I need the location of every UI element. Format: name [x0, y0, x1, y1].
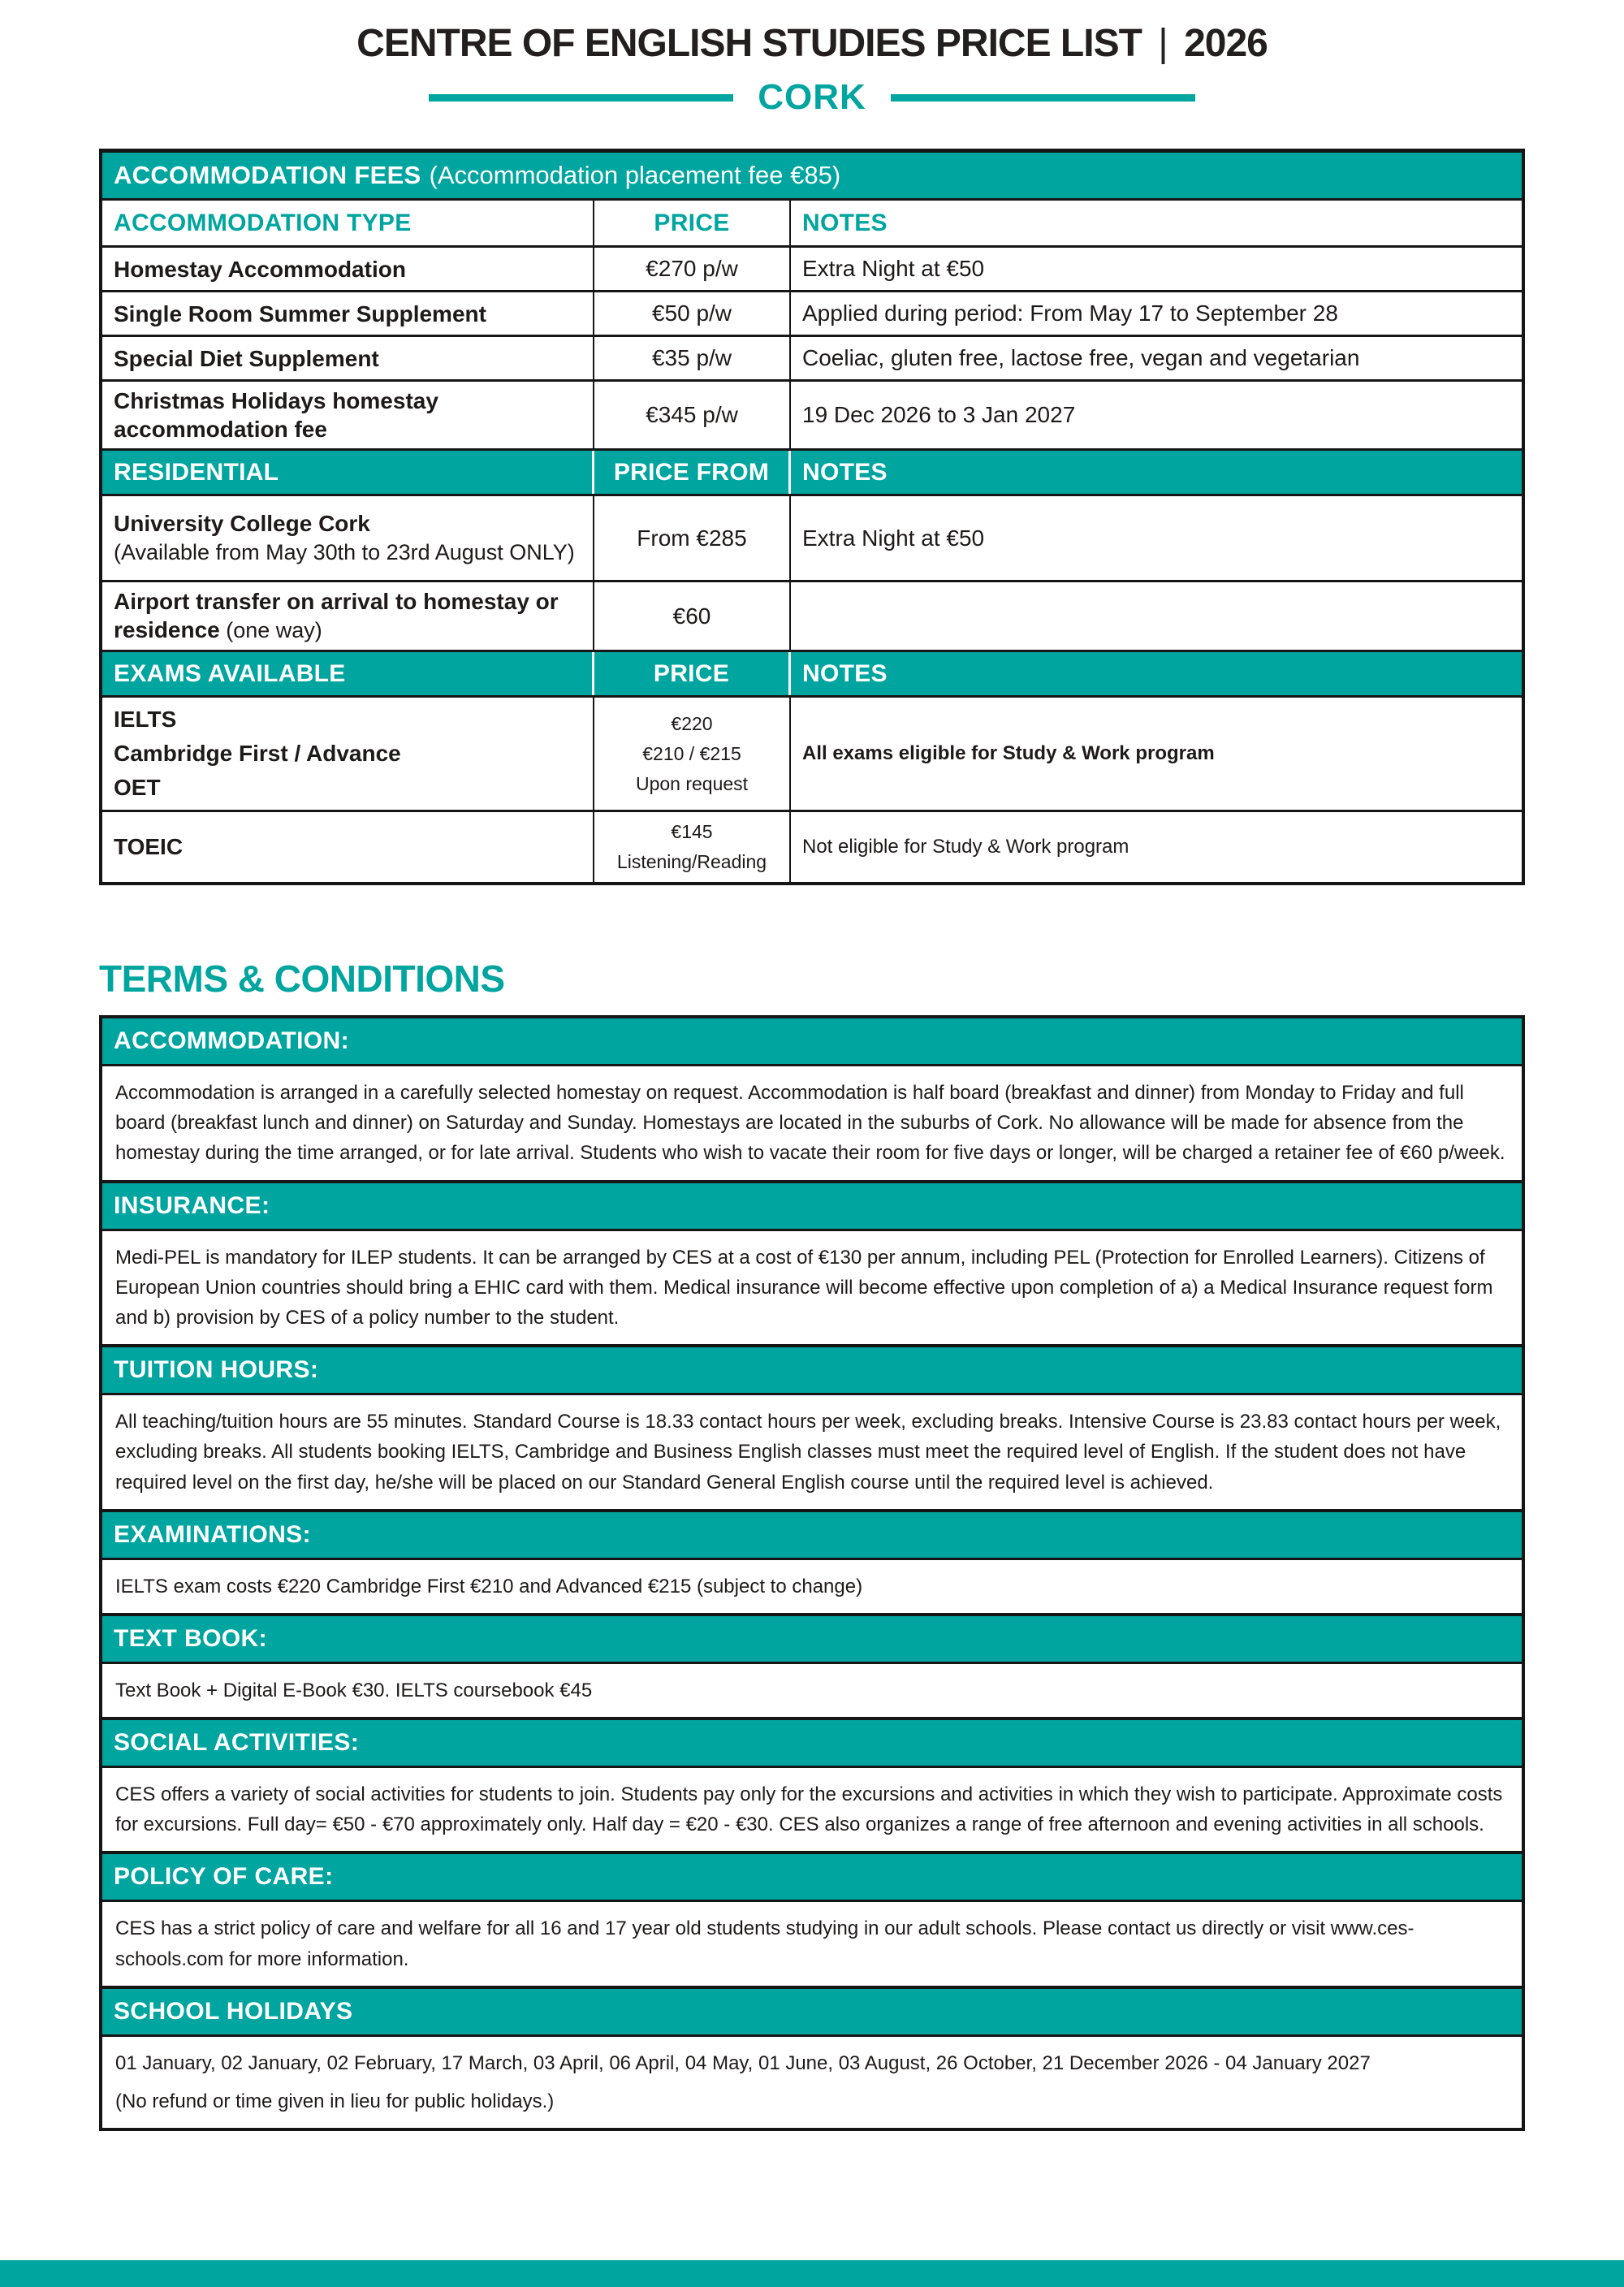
terms-section-title: ACCOMMODATION: — [102, 1018, 1522, 1066]
exam-name: OET — [114, 775, 161, 801]
table-row — [102, 379, 1522, 448]
table-row — [102, 494, 1522, 580]
city-rule-right — [891, 94, 1195, 102]
row-type: University College Cork — [114, 510, 370, 536]
terms-section-insurance — [99, 1180, 1525, 1348]
terms-section-school-holidays — [99, 1986, 1525, 2131]
terms-section-title: SCHOOL HOLIDAYS — [102, 1989, 1522, 2037]
section-column-residential: RESIDENTIAL — [114, 458, 279, 486]
table-row — [102, 580, 1522, 650]
exams-section-header — [102, 650, 1522, 695]
footer-accent-bar — [0, 2260, 1624, 2287]
row-price: From €285 — [637, 525, 747, 551]
terms-section-body: 01 January, 02 January, 02 February, 17 March, 03 April, 06 April, 04 May, 01 June, 03 August, 26 October, 21 December 2026 - 04 January 2027 — [115, 2051, 1371, 2074]
terms-section-examinations — [99, 1509, 1525, 1616]
table-row — [102, 245, 1522, 290]
terms-section-body: All teaching/tuition hours are 55 minutes. Standard Course is 18.33 contact hours per week, excluding breaks. Intensive Course is 23.83 contact hours per week, excluding breaks. All students booking IELTS, Cambridge and Business English classes must meet the required level of English. If the student does not have required level on the first day, he/she will be placed on our Standard General English course until the required level is achieved. — [115, 1411, 1501, 1494]
terms-section-body: IELTS exam costs €220 Cambridge First €210 and Advanced €215 (subject to change) — [115, 1575, 863, 1597]
title-separator: | — [1158, 22, 1168, 65]
row-type: Christmas Holidays homestay accommodation fee — [114, 388, 438, 442]
row-notes: Extra Night at €50 — [802, 256, 985, 281]
terms-section-body: CES has a strict policy of care and welfare for all 16 and 17 year old students studying in our adult schools. Please contact us directly or visit www.ces-schools.com for more information. — [115, 1917, 1415, 1970]
city-name: CORK — [758, 77, 866, 117]
terms-section-title: SOCIAL ACTIVITIES: — [102, 1720, 1522, 1768]
terms-section-body: Medi-PEL is mandatory for ILEP students. It can be arranged by CES at a cost of €130 per annum, including PEL (Protection for Enrolled Learners). Citizens of European Union countries should bring a EHIC card with them. Medical insurance will become effective upon completion of a) a Medical Insurance request form and b) provision by CES of a policy number to the student. — [115, 1246, 1493, 1329]
row-notes: Applied during period: From May 17 to September 28 — [802, 300, 1338, 326]
column-header-row — [102, 198, 1522, 245]
row-type: Special Diet Supplement — [114, 345, 379, 371]
terms-section-body: CES offers a variety of social activities for students to join. Students pay only for the excursions and activities in which they wish to participate. Approximate costs for excursions. Full day= €50 - €70 approximately only. Half day = €20 - €30. CES also organizes a range of free afternoon and evening activities in all schools. — [115, 1783, 1503, 1836]
page-title-main: CENTRE OF ENGLISH STUDIES PRICE LIST — [356, 22, 1142, 65]
column-header-notes: NOTES — [802, 209, 888, 236]
section-column-price-from: PRICE FROM — [613, 458, 770, 486]
terms-section-body-note: (No refund or time given in lieu for public holidays.) — [115, 2090, 555, 2113]
column-header-price: PRICE — [654, 209, 730, 236]
row-notes: Extra Night at €50 — [802, 525, 985, 551]
section-column-notes: NOTES — [802, 659, 888, 687]
section-subtitle: (Accommodation placement fee €85) — [429, 161, 841, 189]
terms-and-conditions-heading: TERMS & CONDITIONS — [99, 958, 505, 1001]
row-price: €35 p/w — [651, 345, 732, 370]
terms-section-social-activities — [99, 1717, 1525, 1854]
page-title-year: 2026 — [1184, 22, 1268, 65]
row-price: €50 p/w — [651, 300, 732, 326]
city-banner — [0, 77, 1624, 118]
section-title: ACCOMMODATION FEES — [114, 161, 421, 189]
terms-section-body: Accommodation is arranged in a carefully selected homestay on request. Accommodation is half board (breakfast and dinner) from Monday to Friday and full board (breakfast lunch and dinner) on Saturday and Sunday. Homestays are located in the suburbs of Cork. No allowance will be made for absence from the homestay during the time arranged, or for late arrival. Students who wish to vacate their room for five days or longer, will be charged a retainer fee of €60 p/week. — [115, 1082, 1505, 1165]
row-notes: 19 Dec 2026 to 3 Jan 2027 — [802, 402, 1076, 427]
row-type-note: (Available from May 30th to 23rd August ONLY) — [114, 539, 575, 564]
section-column-price: PRICE — [653, 659, 730, 687]
terms-section-accommodation — [99, 1015, 1525, 1183]
terms-section-tuition-hours — [99, 1344, 1525, 1512]
exam-price: €210 / €215 — [642, 743, 741, 765]
accommodation-fees-section-header — [102, 153, 1522, 198]
row-notes: Coeliac, gluten free, lactose free, vegan and vegetarian — [802, 345, 1360, 370]
page-title — [0, 21, 1624, 66]
terms-and-conditions-sections — [99, 1015, 1525, 2131]
column-header-type: ACCOMMODATION TYPE — [114, 209, 412, 236]
table-row — [102, 810, 1522, 882]
exam-name: Cambridge First / Advance — [114, 741, 401, 767]
terms-section-title: INSURANCE: — [102, 1183, 1522, 1231]
exam-price: €145 — [671, 821, 713, 843]
table-row — [102, 695, 1522, 810]
exam-price: Listening/Reading — [616, 851, 767, 873]
exam-price: €220 — [671, 713, 713, 735]
residential-section-header — [102, 448, 1522, 494]
row-type: Homestay Accommodation — [114, 256, 406, 282]
row-price: €270 p/w — [646, 256, 738, 281]
row-notes: Not eligible for Study & Work program — [802, 836, 1129, 858]
exam-name: TOEIC — [114, 834, 184, 860]
terms-section-body: Text Book + Digital E-Book €30. IELTS coursebook €45 — [115, 1679, 593, 1701]
section-column-notes: NOTES — [802, 458, 888, 486]
terms-section-title: EXAMINATIONS: — [102, 1512, 1522, 1560]
exam-name: IELTS — [114, 707, 177, 733]
document-header — [0, 0, 1624, 118]
table-row — [102, 290, 1522, 335]
accommodation-fees-table — [99, 149, 1525, 885]
terms-section-policy-of-care — [99, 1851, 1525, 1988]
row-notes: All exams eligible for Study & Work program — [802, 742, 1215, 765]
row-type-note: (one way) — [219, 618, 322, 642]
row-price: €345 p/w — [646, 402, 738, 427]
terms-section-title: TUITION HOURS: — [102, 1347, 1522, 1395]
section-column-exams: EXAMS AVAILABLE — [114, 659, 346, 687]
terms-section-title: POLICY OF CARE: — [102, 1854, 1522, 1902]
terms-section-title: TEXT BOOK: — [102, 1616, 1522, 1664]
terms-section-text-book — [99, 1613, 1525, 1720]
row-type: Airport transfer on arrival to homestay or residence — [114, 589, 559, 642]
row-price: €60 — [672, 603, 711, 629]
row-type: Single Room Summer Supplement — [114, 300, 486, 326]
exam-price: Upon request — [635, 772, 749, 794]
city-rule-left — [429, 94, 733, 102]
table-row — [102, 335, 1522, 379]
